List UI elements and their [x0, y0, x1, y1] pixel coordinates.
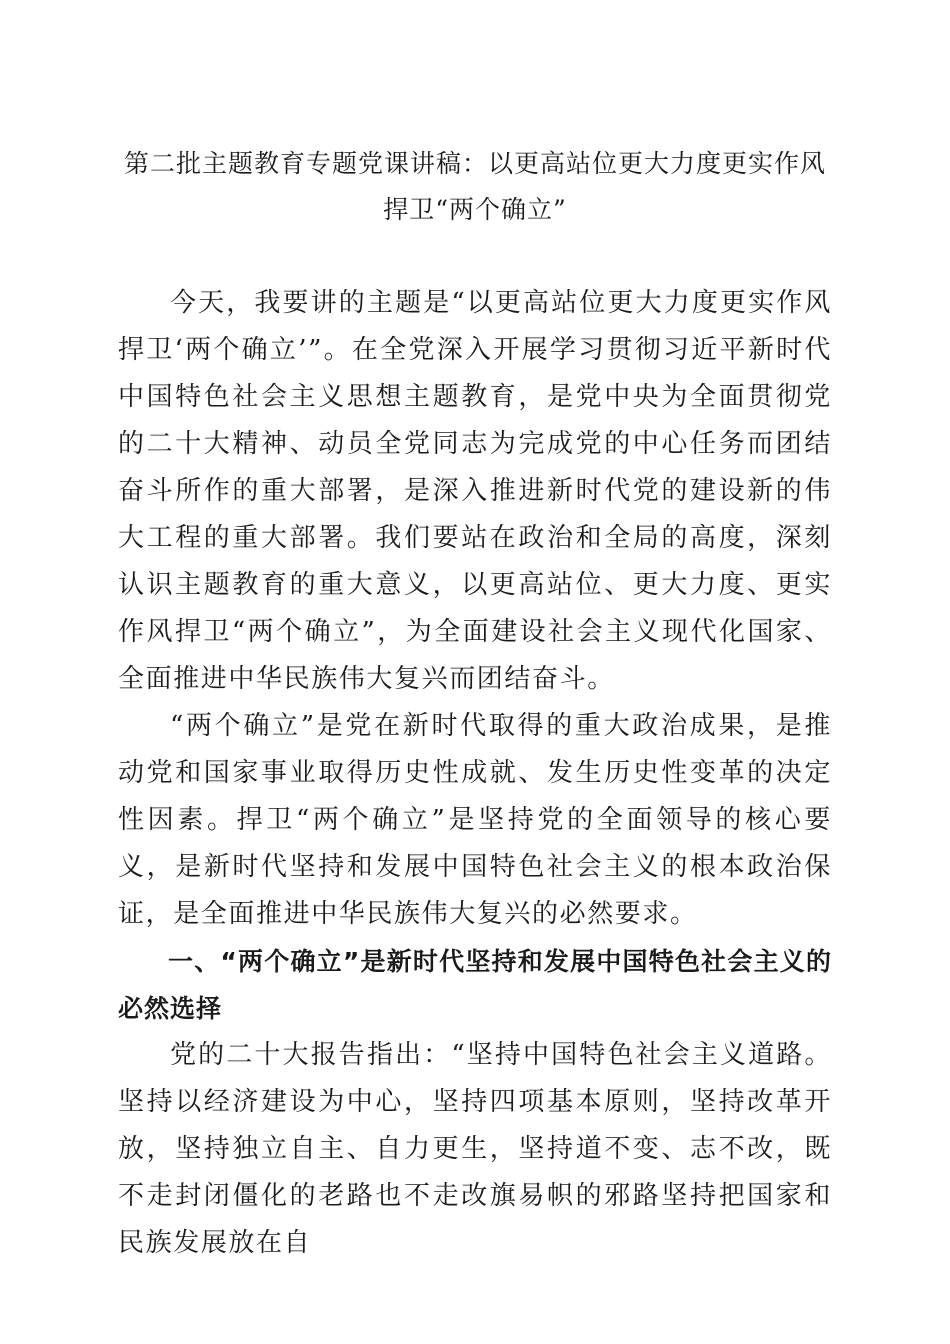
intro-paragraph: 今天，我要讲的主题是“以更高站位更大力度更实作风捍卫‘两个确立’”。在全党深入开展学习贯彻习近平新时代中国特色社会主义思想主题教育，是党中央为全面贯彻党的二十大精神、动员全党同志为完成党的中心任务而团结奋斗所作的重大部署，是深入推进新时代党的建设新的伟大工程的重大部署。我们要站在政治和全局的高度，深刻认识主题教育的重大意义，以更高站位、更大力度、更实作风捍卫“两个确立”，为全面建设社会主义现代化国家、全面推进中华民族伟大复兴而团结奋斗。 — [118, 288, 832, 694]
document-title-line-2: 捍卫“两个确立” — [383, 195, 567, 224]
two-establishments-paragraph: “两个确立”是党在新时代取得的重大政治成果，是推动党和国家事业取得历史性成就、发生历史性变革的决定性因素。捍卫“两个确立”是坚持党的全面领导的核心要义，是新时代坚持和发展中国特色社会主义的根本政治保证，是全面推进中华民族伟大复兴的必然要求。 — [118, 711, 832, 929]
document-body — [118, 280, 832, 1267]
document-title-line-1: 第二批主题教育专题党课讲稿：以更高站位更大力度更实作风 — [123, 149, 826, 178]
section-1-heading: 一、“两个确立”是新时代坚持和发展中国特色社会主义的必然选择 — [118, 947, 832, 1023]
section-1-paragraph: 党的二十大报告指出：“坚持中国特色社会主义道路。坚持以经济建设为中心，坚持四项基本原则，坚持改革开放，坚持独立自主、自力更生，坚持道不变、志不改，既不走封闭僵化的老路也不走改旗易帜的邪路坚持把国家和民族发展放在自 — [118, 1040, 832, 1258]
